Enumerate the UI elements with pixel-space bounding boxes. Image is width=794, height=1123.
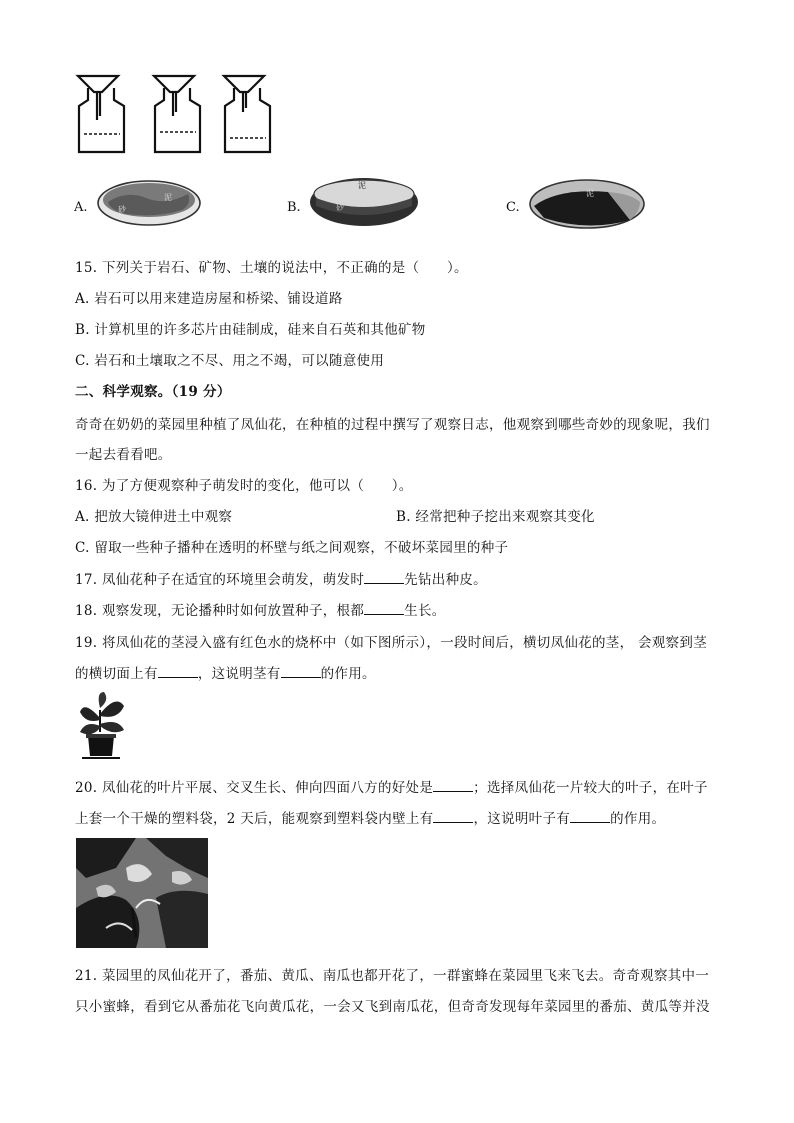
q18-answer-blank[interactable] [364, 602, 404, 615]
option-c-label: C. [506, 200, 520, 215]
funnel-bottle-3 [224, 76, 270, 152]
q16-option-a: A. 把放大镜伸进土中观察 [75, 509, 233, 525]
q16-stem: 16. 为了方便观察种子萌发时的变化，他可以（ ）。 [75, 478, 413, 494]
funnel-bottle-1 [78, 76, 124, 152]
dish-b-sand-label: 砂 [336, 203, 344, 212]
q19-line-2 [75, 662, 376, 682]
q20-answer-blank-3[interactable] [570, 810, 610, 823]
q20-answer-blank-1[interactable] [433, 779, 473, 792]
q19-text-post: 的作用。 [320, 666, 376, 682]
q20-line-2 [75, 807, 665, 827]
q20-text-1-pre: 20. 凤仙花的叶片平展、交叉生长、伸向四面八方的好处是 [75, 780, 434, 796]
q21-line-1: 21. 菜园里的凤仙花开了，番茄、黄瓜、南瓜也都开花了，一群蜜蜂在菜园里飞来飞去。奇奇观察其中一 [75, 968, 710, 984]
q18-text-pre: 18. 观察发现，无论播种时如何放置种子，根都 [75, 603, 365, 619]
intro-line-2: 一起去看看吧。 [75, 447, 172, 463]
q19-answer-blank-1[interactable] [158, 665, 198, 678]
q20-text-2-pre: 上套一个干燥的塑料袋，2 天后，能观察到塑料袋内壁上有 [75, 811, 434, 827]
q15-option-a: A. 岩石可以用来建造房屋和桥梁、铺设道路 [75, 291, 343, 307]
option-b-label: B. [287, 200, 301, 215]
q17-text-pre: 17. 凤仙花种子在适宜的环境里会萌发，萌发时 [75, 572, 365, 588]
section-heading: 二、科学观察。（19 分） [75, 384, 231, 400]
q19-text-mid: ，这说明茎有 [197, 666, 281, 682]
intro-line-1: 奇奇在奶奶的菜园里种植了凤仙花，在种植的过程中撰写了观察日志，他观察到哪些奇妙的现象呢，我们 [75, 417, 710, 433]
q19-line-1: 19. 将凤仙花的茎浸入盛有红色水的烧杯中（如下图所示），一段时间后，横切凤仙花的茎， 会观察到茎 [75, 635, 708, 651]
q16-option-c: C. 留取一些种子播种在透明的杯壁与纸之间观察，不破坏菜园里的种子 [75, 540, 509, 556]
q17-text-post: 先钻出种皮。 [404, 572, 487, 588]
garden-photo-figure [76, 838, 208, 948]
funnel-bottle-2 [154, 76, 200, 152]
q17 [75, 568, 487, 588]
dish-a-mud-label: 泥 [164, 193, 172, 202]
q19-text-pre: 的横切面上有 [75, 666, 158, 682]
q17-answer-blank[interactable] [364, 571, 404, 584]
potted-plant-figure [74, 690, 130, 762]
q20-text-2-post: 的作用。 [610, 811, 666, 827]
q20-text-2-mid: ，这说明叶子有 [473, 811, 571, 827]
dish-c-mud-label: 泥 [586, 189, 594, 198]
option-a-label: A. [74, 200, 88, 215]
q20-answer-blank-2[interactable] [433, 810, 473, 823]
option-c-dish [528, 176, 646, 230]
q18-text-post: 生长。 [404, 603, 446, 619]
dish-a-sand-label: 砂 [118, 205, 126, 214]
q20-text-1-post: ；选择凤仙花一片较大的叶子，在叶子 [473, 780, 708, 796]
dish-b-mud-label: 泥 [358, 181, 366, 190]
q15-option-c: C. 岩石和土壤取之不尽、用之不竭，可以随意使用 [75, 353, 385, 369]
q15-option-b: B. 计算机里的许多芯片由硅制成，硅来自石英和其他矿物 [75, 322, 426, 338]
q16-option-b: B. 经常把种子挖出来观察其变化 [396, 509, 595, 525]
q19-answer-blank-2[interactable] [281, 665, 321, 678]
option-b-dish [308, 172, 420, 228]
q20-line-1 [75, 776, 708, 796]
funnel-bottles-figure [74, 72, 274, 158]
q15-stem: 15. 下列关于岩石、矿物、土壤的说法中，不正确的是（ ）。 [75, 260, 468, 276]
q18 [75, 599, 446, 619]
option-a-dish [96, 176, 202, 228]
q21-line-2: 只小蜜蜂，看到它从番茄花飞向黄瓜花，一会又飞到南瓜花，但奇奇发现每年菜园里的番茄、黄瓜等并没 [75, 999, 710, 1015]
